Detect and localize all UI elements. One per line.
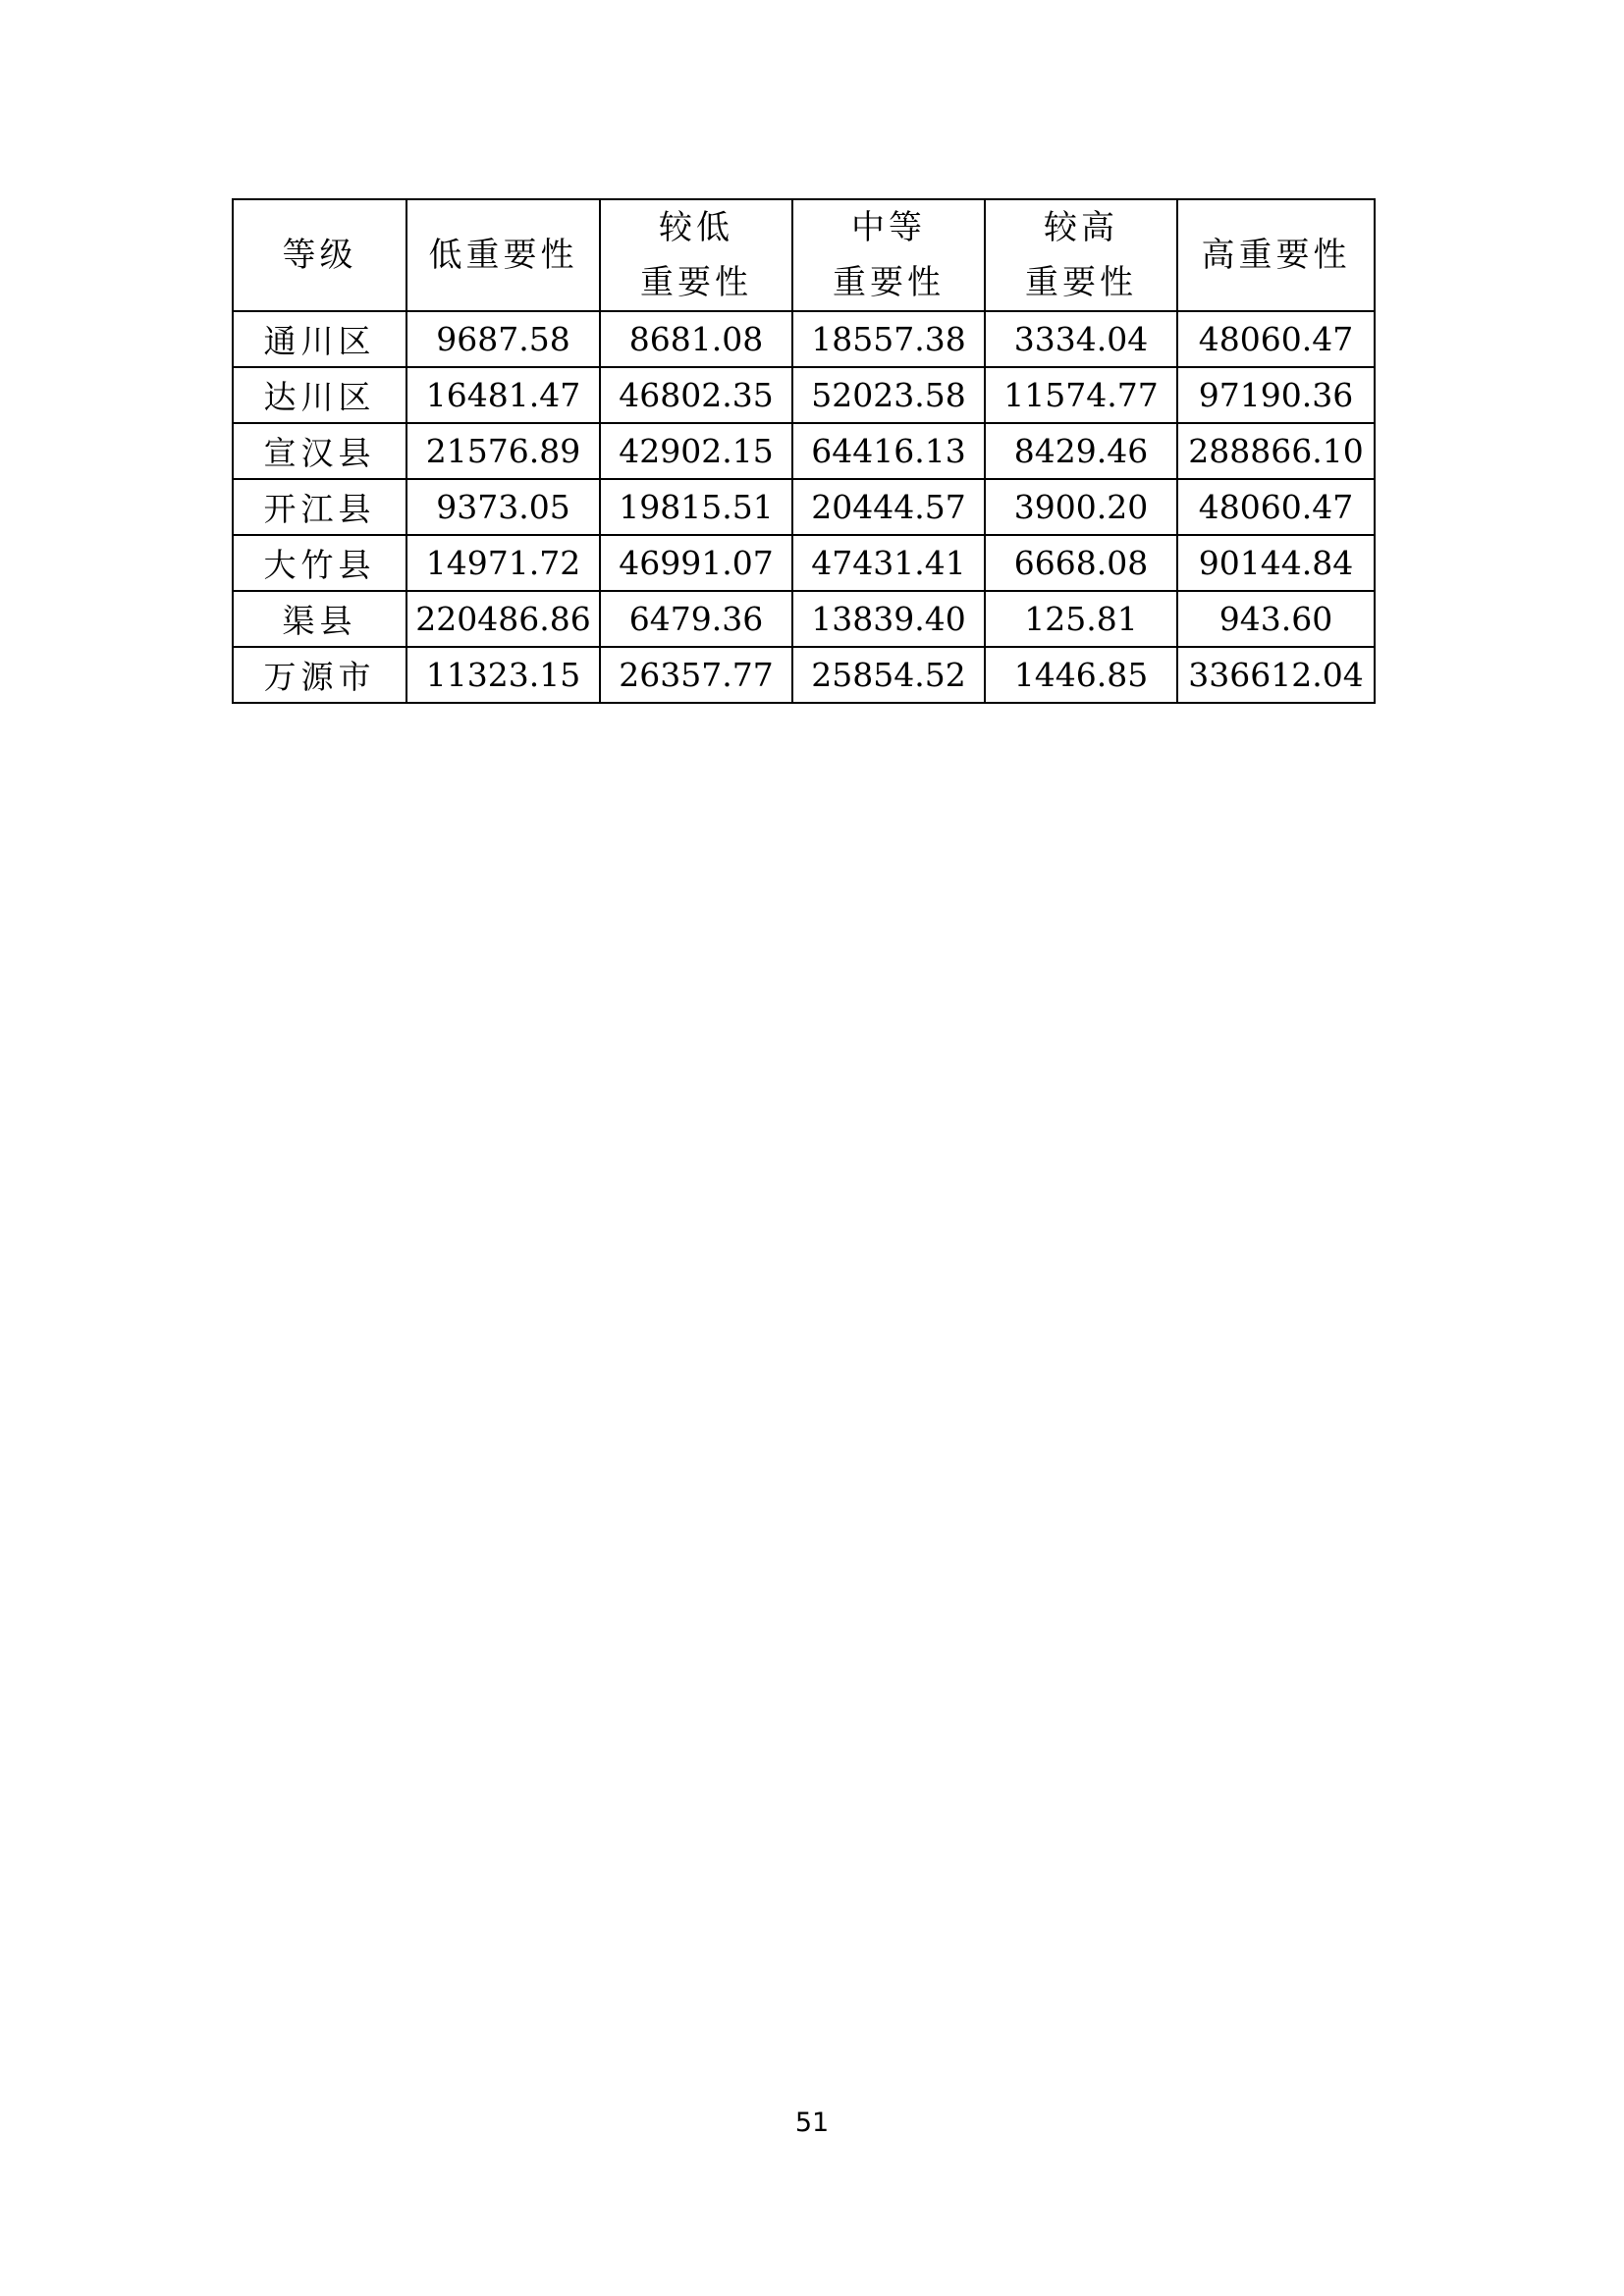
header-lower-importance-line-2: 重要性: [640, 263, 752, 302]
table-cell: 14971.72: [406, 535, 600, 591]
table-cell: 42902.15: [600, 423, 792, 479]
table-cell: 48060.47: [1177, 311, 1375, 367]
data-table: [232, 198, 1376, 704]
header-medium-importance: [792, 199, 985, 311]
table-cell: 20444.57: [792, 479, 985, 535]
header-higher-importance-line-1: 较高: [1044, 208, 1118, 247]
header-higher-importance: [985, 199, 1177, 311]
table-cell: 16481.47: [406, 367, 600, 423]
header-row: [233, 199, 1375, 311]
table-row: [233, 647, 1375, 703]
row-name: 开江县: [233, 479, 406, 535]
table-row: [233, 591, 1375, 647]
table-cell: 1446.85: [985, 647, 1177, 703]
table-cell: 9687.58: [406, 311, 600, 367]
header-level: [233, 199, 406, 311]
row-name: 大竹县: [233, 535, 406, 591]
table-cell: 46802.35: [600, 367, 792, 423]
row-name: 宣汉县: [233, 423, 406, 479]
header-lower-importance-line-1: 较低: [659, 208, 733, 247]
row-name: 渠县: [233, 591, 406, 647]
table-cell: 47431.41: [792, 535, 985, 591]
table-cell: 26357.77: [600, 647, 792, 703]
table-row: [233, 367, 1375, 423]
header-high-importance: [1177, 199, 1375, 311]
row-name: 万源市: [233, 647, 406, 703]
table-cell: 90144.84: [1177, 535, 1375, 591]
table-cell: 3334.04: [985, 311, 1177, 367]
table-cell: 18557.38: [792, 311, 985, 367]
table-cell: 8681.08: [600, 311, 792, 367]
table-row: [233, 423, 1375, 479]
table-cell: 52023.58: [792, 367, 985, 423]
table-row: [233, 479, 1375, 535]
row-name: 通川区: [233, 311, 406, 367]
table-cell: 11323.15: [406, 647, 600, 703]
table-cell: 11574.77: [985, 367, 1177, 423]
header-medium-importance-line-2: 重要性: [833, 263, 945, 302]
row-name: 达川区: [233, 367, 406, 423]
table-cell: 125.81: [985, 591, 1177, 647]
table-cell: 25854.52: [792, 647, 985, 703]
table-cell: 9373.05: [406, 479, 600, 535]
table-cell: 6479.36: [600, 591, 792, 647]
table-cell: 943.60: [1177, 591, 1375, 647]
table-cell: 19815.51: [600, 479, 792, 535]
header-medium-importance-line-1: 中等: [851, 208, 926, 247]
table-cell: 3900.20: [985, 479, 1177, 535]
page-number: 51: [794, 2108, 830, 2138]
table-row: [233, 311, 1375, 367]
table-cell: 288866.10: [1177, 423, 1375, 479]
header-low-importance: [406, 199, 600, 311]
header-lower-importance: [600, 199, 792, 311]
header-higher-importance-line-2: 重要性: [1025, 263, 1137, 302]
table-cell: 220486.86: [406, 591, 600, 647]
header-low-importance-line-1: 低重要性: [428, 236, 578, 275]
table-cell: 97190.36: [1177, 367, 1375, 423]
table-cell: 46991.07: [600, 535, 792, 591]
table-cell: 21576.89: [406, 423, 600, 479]
header-high-importance-line-1: 高重要性: [1201, 236, 1351, 275]
table-cell: 13839.40: [792, 591, 985, 647]
table-row: [233, 535, 1375, 591]
table-cell: 48060.47: [1177, 479, 1375, 535]
table-cell: 336612.04: [1177, 647, 1375, 703]
table-cell: 6668.08: [985, 535, 1177, 591]
header-level-line-1: 等级: [282, 236, 357, 275]
table-cell: 8429.46: [985, 423, 1177, 479]
table-cell: 64416.13: [792, 423, 985, 479]
